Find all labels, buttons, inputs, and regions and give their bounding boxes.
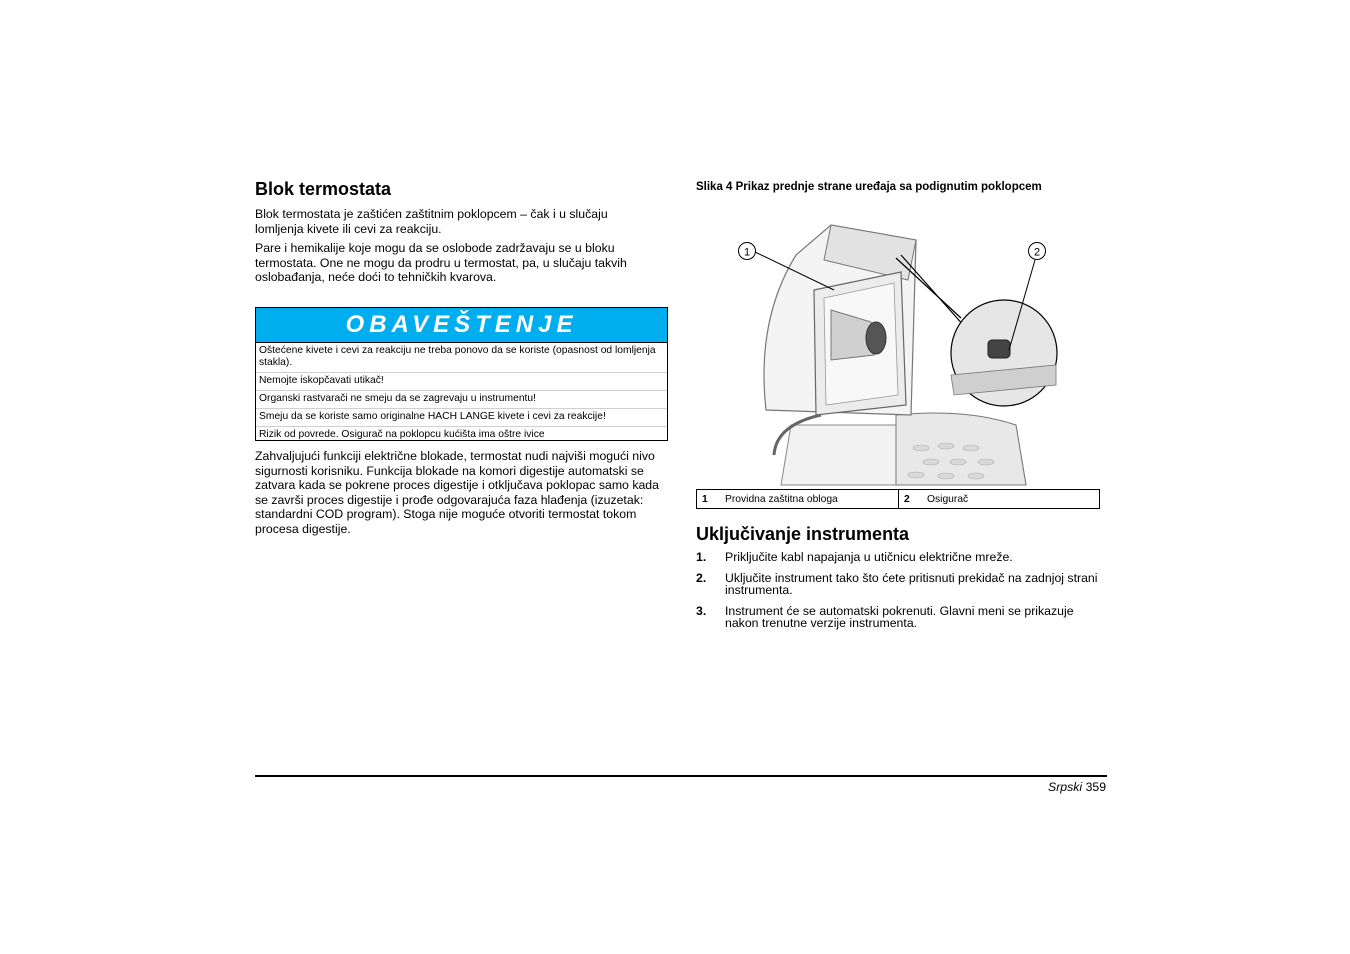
legend-number: 2 xyxy=(904,493,910,505)
step-text: Priključite kabl napajanja u utičnicu električne mreže. xyxy=(725,550,1013,564)
list-item xyxy=(696,605,1100,630)
page-footer xyxy=(1048,780,1106,794)
notice-item: Oštećene kivete i cevi za reakciju ne treba ponovo da se koriste (opasnost od lomljenja stakla). xyxy=(256,343,667,373)
list-item xyxy=(696,572,1100,597)
notice-box xyxy=(255,307,668,441)
step-number: 2. xyxy=(696,570,707,585)
section-heading-turn-on: Uključivanje instrumenta xyxy=(696,524,910,544)
instrument-illustration xyxy=(696,210,1100,486)
section-heading-thermostat-block: Blok termostata xyxy=(255,179,392,199)
paragraph-2: Pare i hemikalije koje mogu da se oslobode zadržavaju se u bloku termostata. One ne mogu da prodru u termostat, pa, u slučaju takvih oslobađanja, neće doći to tehničkih kvarova. xyxy=(255,241,627,285)
notice-item: Organski rastvarači ne smeju da se zagrevaju u instrumentu! xyxy=(256,391,667,409)
notice-header xyxy=(256,308,667,343)
legend-label: Osigurač xyxy=(927,493,969,505)
fuse-icon xyxy=(988,340,1010,358)
step-number: 3. xyxy=(696,603,707,618)
step-number: 1. xyxy=(696,550,707,564)
notice-item: Smeju da se koriste samo originalne HACH LANGE kivete i cevi za reakcije! xyxy=(256,409,667,427)
paragraph-1: Blok termostata je zaštićen zaštitnim poklopcem – čak i u slučaju lomljenja kivete ili cevi za reakciju. xyxy=(255,207,608,236)
cone-opening xyxy=(866,322,886,354)
figure-legend xyxy=(696,489,1100,509)
figure-caption: Slika 4 Prikaz prednje strane uređaja sa podignutim poklopcem xyxy=(696,181,1042,193)
step-text: Instrument će se automatski pokrenuti. Glavni meni se prikazuje nakon trenutne verzije instrumenta. xyxy=(725,603,1074,630)
notice-item: Nemojte iskopčavati utikač! xyxy=(256,373,667,391)
steps-list xyxy=(696,551,1100,638)
legend-label: Providna zaštitna obloga xyxy=(725,493,838,505)
page-number: 359 xyxy=(1085,780,1107,794)
legend-item xyxy=(898,490,1099,508)
footer-language: Srpski xyxy=(1048,780,1083,794)
legend-item xyxy=(697,490,898,508)
footer-rule xyxy=(255,775,1107,777)
notice-item: Rizik od povrede. Osigurač na poklopcu kućišta ima oštre ivice xyxy=(259,429,545,440)
notice-title: OBAVEŠTENJE xyxy=(345,311,578,338)
step-text: Uključite instrument tako što ćete pritisnuti prekidač na zadnjoj strani instrumenta. xyxy=(725,570,1098,597)
legend-number: 1 xyxy=(702,493,708,505)
paragraph-3: Zahvaljujući funkciji električne blokade, termostat nudi najviši mogući nivo sigurnosti korisniku. Funkcija blokade na komori digestije automatski se zatvara kada se pokrene proces digestije i otključava poklopac samo kada se završi proces digestije i prođe odgovarajuća faza hlađenja (izuzetak: standardni COD program). Stoga nije moguće otvoriti termostat tokom procesa digestije. xyxy=(255,449,659,536)
callout-2-label: 2 xyxy=(1033,246,1041,259)
list-item xyxy=(696,551,1100,564)
callout-1-label: 1 xyxy=(743,246,751,259)
